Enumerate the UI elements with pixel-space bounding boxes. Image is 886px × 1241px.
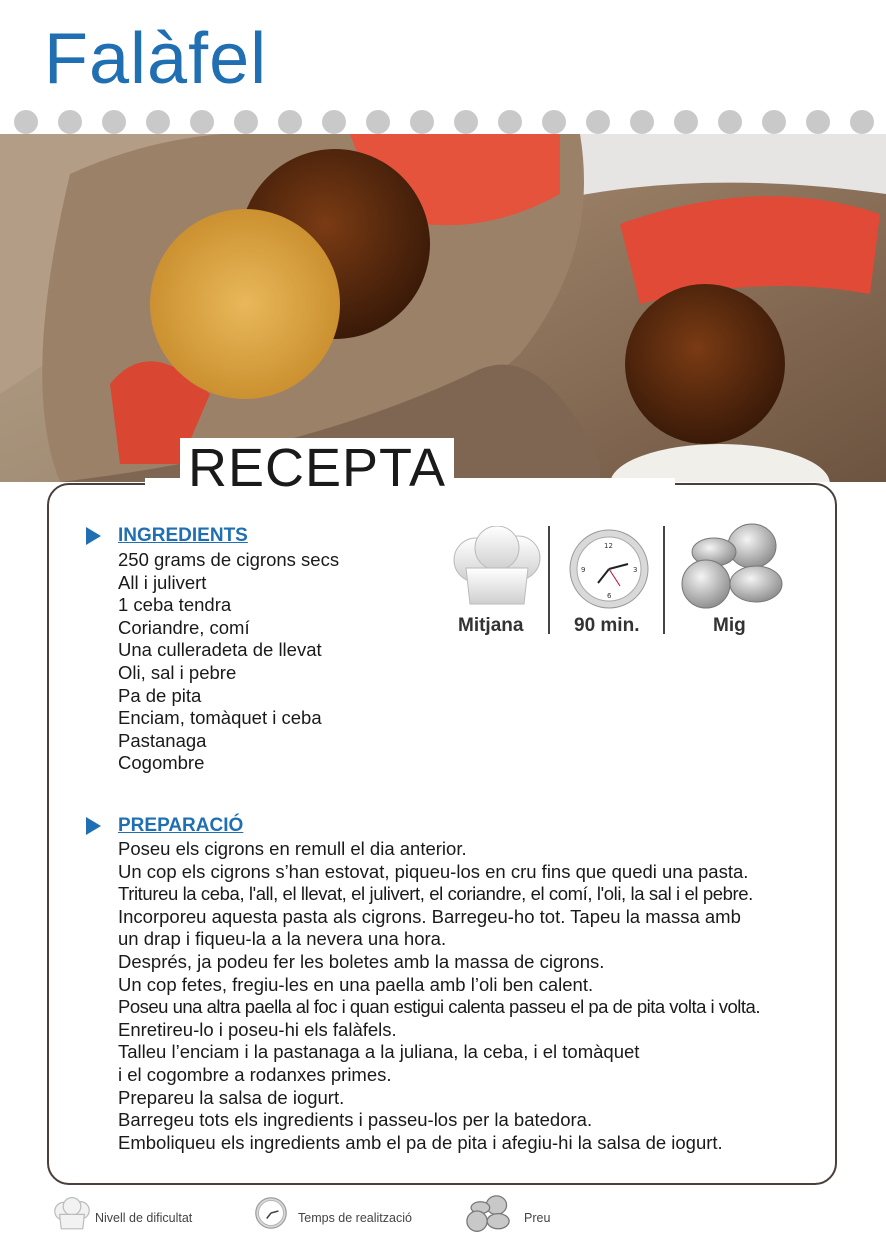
section-heading: RECEPTA — [180, 438, 454, 498]
ingredients-heading: INGREDIENTS — [118, 525, 248, 546]
preparation-line: Emboliqueu els ingredients amb el pa de pita i afegiu-hi la salsa de iogurt. — [118, 1131, 723, 1153]
divider — [548, 526, 550, 634]
divider-dot — [850, 110, 874, 134]
legend-price-label: Preu — [524, 1211, 551, 1225]
divider-dot — [278, 110, 302, 134]
svg-text:6: 6 — [607, 592, 612, 600]
legend-time-label: Temps de realització — [298, 1211, 412, 1225]
preparation-line: Barregeu tots els ingredients i passeu-los per la batedora. — [118, 1109, 593, 1131]
divider-dot — [674, 110, 698, 134]
chef-hat-icon — [452, 526, 542, 613]
preparation-line: Poseu els cigrons en remull el dia anterior. — [118, 838, 467, 859]
recipe-info-panel — [448, 522, 788, 642]
preparation-line: Tritureu la ceba, l'all, el llevat, el julivert, el coriandre, el comí, l'oli, la sal i el pebre. — [118, 883, 753, 905]
preparation-line: Talleu l’enciam i la pastanaga a la juliana, la ceba, i el tomàquet — [118, 1041, 640, 1063]
preparation-line: Prepareu la salsa de iogurt. — [118, 1086, 345, 1108]
preparation-steps — [118, 838, 760, 1154]
ingredient-item: Una culleradeta de llevat — [118, 639, 322, 661]
clock-icon — [255, 1197, 287, 1234]
ingredient-item: 1 ceba tendra — [118, 594, 232, 616]
coins-icon — [466, 1195, 510, 1238]
divider-dot — [146, 110, 170, 134]
preparation-arrow-icon — [86, 817, 101, 835]
price-value: Mig — [713, 615, 746, 636]
divider-dot — [410, 110, 434, 134]
preparation-heading: PREPARACIÓ — [118, 815, 244, 836]
preparation-line: Incorporeu aquesta pasta als cigrons. Barregeu-ho tot. Tapeu la massa amb — [118, 905, 741, 927]
preparation-line: Després, ja podeu fer les boletes amb la massa de cigrons. — [118, 950, 605, 972]
falafel-photo — [0, 134, 886, 482]
dotted-divider — [0, 108, 886, 134]
preparation-line: Un cop els cigrons s’han estovat, piqueu-los en cru fins que quedi una pasta. — [118, 860, 749, 882]
ingredient-item: All i julivert — [118, 571, 207, 593]
ingredient-item: Pastanaga — [118, 729, 207, 751]
divider-dot — [498, 110, 522, 134]
divider-dot — [58, 110, 82, 134]
divider — [663, 526, 665, 634]
chef-hat-icon — [54, 1197, 90, 1236]
divider-dot — [806, 110, 830, 134]
divider-dot — [322, 110, 346, 134]
divider-dot — [102, 110, 126, 134]
ingredient-item: Pa de pita — [118, 684, 202, 706]
svg-text:12: 12 — [604, 542, 613, 550]
divider-dot — [630, 110, 654, 134]
ingredient-item: Oli, sal i pebre — [118, 661, 237, 683]
clock-icon — [568, 528, 650, 615]
ingredients-arrow-icon — [86, 527, 101, 545]
divider-dot — [234, 110, 258, 134]
ingredient-item: Enciam, tomàquet i ceba — [118, 707, 322, 729]
divider-dot — [366, 110, 390, 134]
preparation-line: Un cop fetes, fregiu-les en una paella amb l’oli ben calent. — [118, 973, 594, 995]
difficulty-value: Mitjana — [458, 615, 524, 636]
coins-icon — [680, 522, 784, 617]
divider-dot — [762, 110, 786, 134]
preparation-line: un drap i fiqueu-la a la nevera una hora. — [118, 928, 447, 950]
divider-dot — [542, 110, 566, 134]
divider-dot — [454, 110, 478, 134]
preparation-line: Poseu una altra paella al foc i quan estigui calenta passeu el pa de pita volta i volta. — [118, 996, 760, 1018]
divider-dot — [718, 110, 742, 134]
time-value: 90 min. — [574, 615, 640, 636]
divider-dot — [14, 110, 38, 134]
ingredient-item: 250 grams de cigrons secs — [118, 549, 340, 570]
ingredient-item: Coriandre, comí — [118, 616, 250, 638]
svg-text:9: 9 — [581, 566, 586, 574]
ingredients-list — [118, 549, 339, 775]
legend-difficulty-label: Nivell de dificultat — [95, 1211, 193, 1225]
divider-dot — [586, 110, 610, 134]
recipe-title: Falàfel — [44, 19, 268, 99]
preparation-line: Enretireu-lo i poseu-hi els falàfels. — [118, 1018, 397, 1040]
svg-text:3: 3 — [633, 566, 638, 574]
preparation-line: i el cogombre a rodanxes primes. — [118, 1063, 392, 1085]
divider-dot — [190, 110, 214, 134]
legend — [0, 1195, 886, 1241]
ingredient-item: Cogombre — [118, 752, 205, 774]
